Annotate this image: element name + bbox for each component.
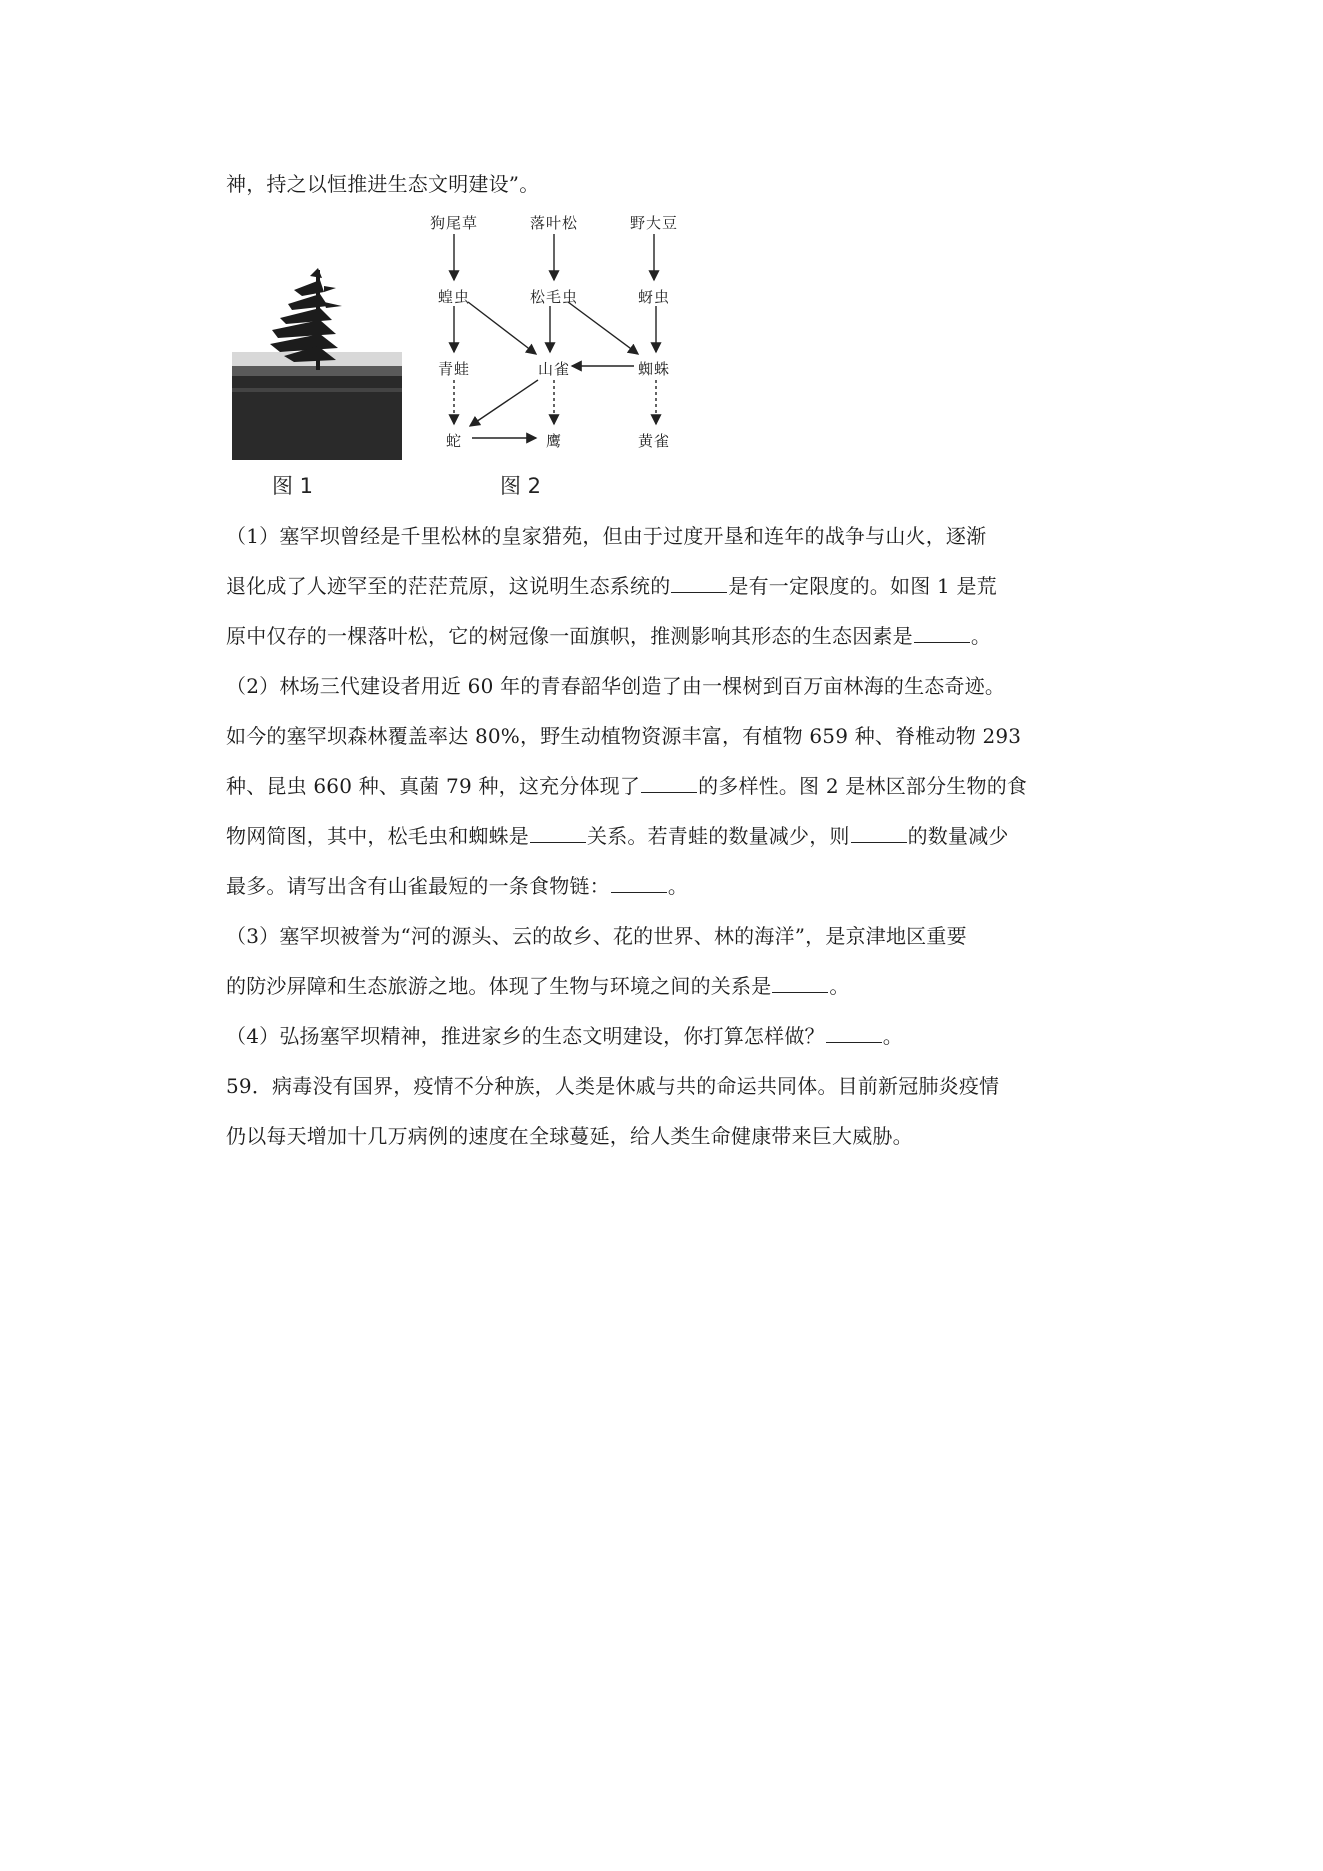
food-web-node-grass: 狗尾草 [429,214,479,232]
q2-line-4-text-b: 关系。若青蛙的数量减少，则 [587,824,850,848]
q2-line-5 [226,874,1086,898]
figure-2-food-web [420,210,710,466]
food-web-node-soybean: 野大豆 [629,214,679,232]
q4-line-1 [226,1024,1086,1048]
food-web-node-tit: 山雀 [537,360,571,378]
food-web-node-hawk: 鹰 [545,432,563,450]
food-web-node-oriole: 黄雀 [637,432,671,450]
figure-1-caption: 图 1 [272,474,314,498]
answer-blank-q2-2[interactable] [530,824,586,843]
q1-line-2 [226,574,1086,598]
q3-line-2-text-b: 。 [829,974,850,998]
food-web-node-frog: 青蛙 [437,360,471,378]
q2-line-5-text-b: 。 [667,874,689,898]
answer-blank-q1-1[interactable] [671,574,727,593]
figure-1-larch-photo [232,262,402,460]
q4-line-1-text-b: 。 [882,1024,903,1048]
figure-2-caption: 图 2 [500,474,542,498]
q2-line-1: （2）林场三代建设者用近 60 年的青春韶华创造了由一棵树到百万亩林海的生态奇迹。 [226,674,1006,698]
q1-line-2-text-b: 是有一定限度的。如图 1 是荒 [728,574,997,598]
answer-blank-q1-2[interactable] [914,624,970,643]
q3-line-2 [226,974,1086,998]
q2-line-4-text-a: 物网简图，其中，松毛虫和蜘蛛是 [226,824,529,848]
answer-blank-q4-1[interactable] [826,1024,882,1043]
food-web-node-larch: 落叶松 [529,214,579,232]
q3-line-2-text-a: 的防沙屏障和生态旅游之地。体现了生物与环境之间的关系是 [226,974,772,998]
food-web-node-caterpillar: 松毛虫 [529,288,579,306]
q1-line-3 [226,624,1086,648]
q59-line-1: 59．病毒没有国界，疫情不分种族，人类是休戚与共的命运共同体。目前新冠肺炎疫情 [226,1074,1000,1098]
q1-line-2-text-a: 退化成了人迹罕至的茫茫荒原，这说明生态系统的 [226,574,671,598]
q2-line-3-text-b: 的多样性。图 2 是林区部分生物的食 [698,774,1028,798]
q2-line-3 [226,774,1086,798]
food-web-node-spider: 蜘蛛 [637,360,671,378]
q4-line-1-text-a: （4）弘扬塞罕坝精神，推进家乡的生态文明建设，你打算怎样做？ [226,1024,825,1048]
q3-line-1: （3）塞罕坝被誉为“河的源头、云的故乡、花的世界、林的海洋”，是京津地区重要 [226,924,967,948]
text-line-intro-end: 神，持之以恒推进生态文明建设”。 [226,172,540,196]
food-web-node-aphid: 蚜虫 [637,288,671,306]
q2-line-4-text-c: 的数量减少 [907,824,1009,848]
q59-line-2: 仍以每天增加十几万病例的速度在全球蔓延，给人类生命健康带来巨大威胁。 [226,1124,913,1148]
food-web-arrows [420,210,710,466]
answer-blank-q2-3[interactable] [851,824,907,843]
q1-line-3-text-a: 原中仅存的一棵落叶松，它的树冠像一面旗帜，推测影响其形态的生态因素是 [226,624,913,648]
q2-line-4 [226,824,1086,848]
q1-line-1: （1）塞罕坝曾经是千里松林的皇家猎苑，但由于过度开垦和连年的战争与山火，逐渐 [226,524,987,548]
food-web-node-snake: 蛇 [445,432,463,450]
q2-line-3-text-a: 种、昆虫 660 种、真菌 79 种，这充分体现了 [226,774,641,798]
q2-line-5-text-a: 最多。请写出含有山雀最短的一条食物链： [226,874,610,898]
q1-line-3-text-b: 。 [970,624,992,648]
answer-blank-q3-1[interactable] [772,974,828,993]
food-web-node-locust: 蝗虫 [437,288,471,306]
answer-blank-q2-4[interactable] [611,874,667,893]
answer-blank-q2-1[interactable] [641,774,697,793]
q2-line-2: 如今的塞罕坝森林覆盖率达 80%，野生动植物资源丰富，有植物 659 种、脊椎动物 293 [226,724,1022,748]
